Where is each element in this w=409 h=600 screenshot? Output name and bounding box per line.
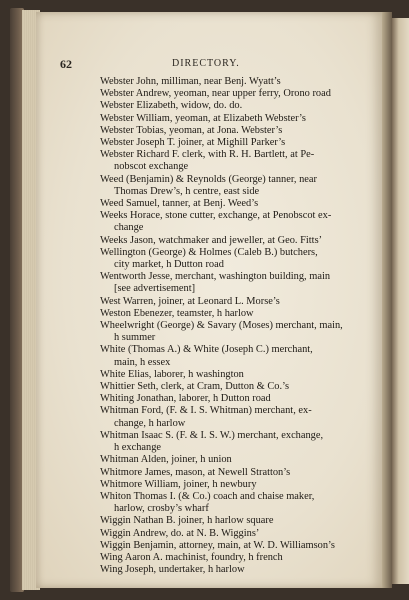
entry-line: West Warren, joiner, at Leonard L. Morse’s	[100, 295, 280, 307]
entry-line: Wiggin Andrew, do. at N. B. Wiggins’	[100, 527, 260, 539]
entry-line: h exchange	[114, 442, 162, 454]
directory-entry	[60, 198, 350, 210]
directory-entry	[60, 381, 350, 393]
directory-entry	[60, 552, 350, 564]
entry-line: Whitman Ford, (F. & I. S. Whitman) merchant, ex-	[100, 405, 312, 417]
entry-line: Webster Tobias, yeoman, at Jona. Webster’s	[100, 124, 283, 136]
directory-entry	[60, 137, 350, 149]
entry-line: Whittier Seth, clerk, at Cram, Dutton & Co.’s	[100, 381, 290, 393]
directory-entry	[60, 479, 350, 491]
directory-entry	[60, 113, 350, 125]
directory-entry	[60, 454, 350, 466]
entry-line: Webster John, milliman, near Benj. Wyatt’s	[100, 76, 281, 87]
entry-line: White (Thomas A.) & White (Joseph C.) merchant,	[100, 344, 313, 356]
entry-line: Wentworth Jesse, merchant, washington building, main	[100, 271, 331, 283]
directory-entry	[60, 100, 350, 112]
entry-line: Wing Joseph, undertaker, h harlow	[100, 564, 245, 576]
directory-entry	[60, 405, 350, 429]
directory-entries	[60, 76, 350, 576]
entry-line: Webster William, yeoman, at Elizabeth Webster’s	[100, 112, 306, 124]
directory-entry	[60, 515, 350, 527]
directory-entry	[60, 271, 350, 295]
directory-entry	[60, 296, 350, 308]
directory-entry	[60, 174, 350, 198]
directory-entry	[60, 344, 350, 368]
page-number: 62	[60, 57, 72, 71]
directory-entry	[60, 149, 350, 173]
entry-line: Whiton Thomas I. (& Co.) coach and chaise maker,	[100, 490, 315, 502]
entry-line: [see advertisement]	[114, 283, 196, 295]
page-header	[60, 57, 348, 73]
entry-line: change, h harlow	[114, 417, 186, 429]
entry-line: Whitmore James, mason, at Newell Stratton’s	[100, 466, 291, 478]
entry-line: Thomas Drew’s, h centre, east side	[114, 185, 260, 197]
entry-line: Wellington (George) & Holmes (Caleb B.) butchers,	[100, 246, 318, 258]
entry-line: Webster Joseph T. joiner, at Mighill Parker’s	[100, 137, 286, 149]
entry-line: main, h essex	[114, 356, 171, 368]
entry-line: White Elias, laborer, h washington	[100, 368, 244, 380]
entry-line: Webster Elizabeth, widow, do. do.	[100, 100, 243, 112]
directory-entry	[60, 369, 350, 381]
entry-line: Whiting Jonathan, laborer, h Dutton road	[100, 393, 271, 405]
entry-line: Weed Samuel, tanner, at Benj. Weed’s	[100, 198, 259, 210]
directory-entry	[60, 76, 350, 88]
entry-line: Wheelwright (George) & Savary (Moses) merchant, main,	[100, 320, 343, 332]
entry-line: change	[114, 222, 144, 234]
entry-line: Webster Andrew, yeoman, near upper ferry, Orono road	[100, 88, 331, 100]
entry-line: Whitmore William, joiner, h newbury	[100, 478, 257, 490]
directory-entry	[60, 467, 350, 479]
directory-entry	[60, 491, 350, 515]
entry-line: Webster Richard F. clerk, with R. H. Bartlett, at Pe-	[100, 149, 315, 161]
facing-page-edge	[392, 18, 409, 584]
entry-line: h summer	[114, 332, 156, 344]
directory-entry	[60, 125, 350, 137]
entry-line: Weeks Jason, watchmaker and jeweller, at Geo. Fitts’	[100, 234, 323, 246]
directory-entry	[60, 320, 350, 344]
entry-line: Wiggin Benjamin, attorney, main, at W. D. Williamson’s	[100, 539, 335, 551]
directory-entry	[60, 247, 350, 271]
entry-line: Wiggin Nathan B. joiner, h harlow square	[100, 515, 274, 527]
directory-entry	[60, 235, 350, 247]
entry-line: city market, h Dutton road	[114, 259, 224, 271]
entry-line: Whitman Isaac S. (F. & I. S. W.) merchant, exchange,	[100, 429, 324, 441]
directory-entry	[60, 393, 350, 405]
entry-line: Weed (Benjamin) & Reynolds (George) tanner, near	[100, 173, 317, 185]
entry-line: nobscot exchange	[114, 161, 189, 173]
book-gutter	[382, 12, 392, 588]
directory-entry	[60, 88, 350, 100]
entry-line: Weeks Horace, stone cutter, exchange, at Penobscot ex-	[100, 210, 332, 222]
directory-entry	[60, 540, 350, 552]
entry-line: Weston Ebenezer, teamster, h harlow	[100, 307, 254, 319]
entry-line: Whitman Alden, joiner, h union	[100, 454, 232, 466]
running-head: DIRECTORY.	[172, 58, 240, 69]
directory-entry	[60, 308, 350, 320]
entry-line: harlow, crosby’s wharf	[114, 503, 209, 515]
directory-entry	[60, 528, 350, 540]
directory-entry	[60, 430, 350, 454]
directory-entry	[60, 564, 350, 576]
directory-entry	[60, 210, 350, 234]
entry-line: Wing Aaron A. machinist, foundry, h french	[100, 551, 283, 563]
